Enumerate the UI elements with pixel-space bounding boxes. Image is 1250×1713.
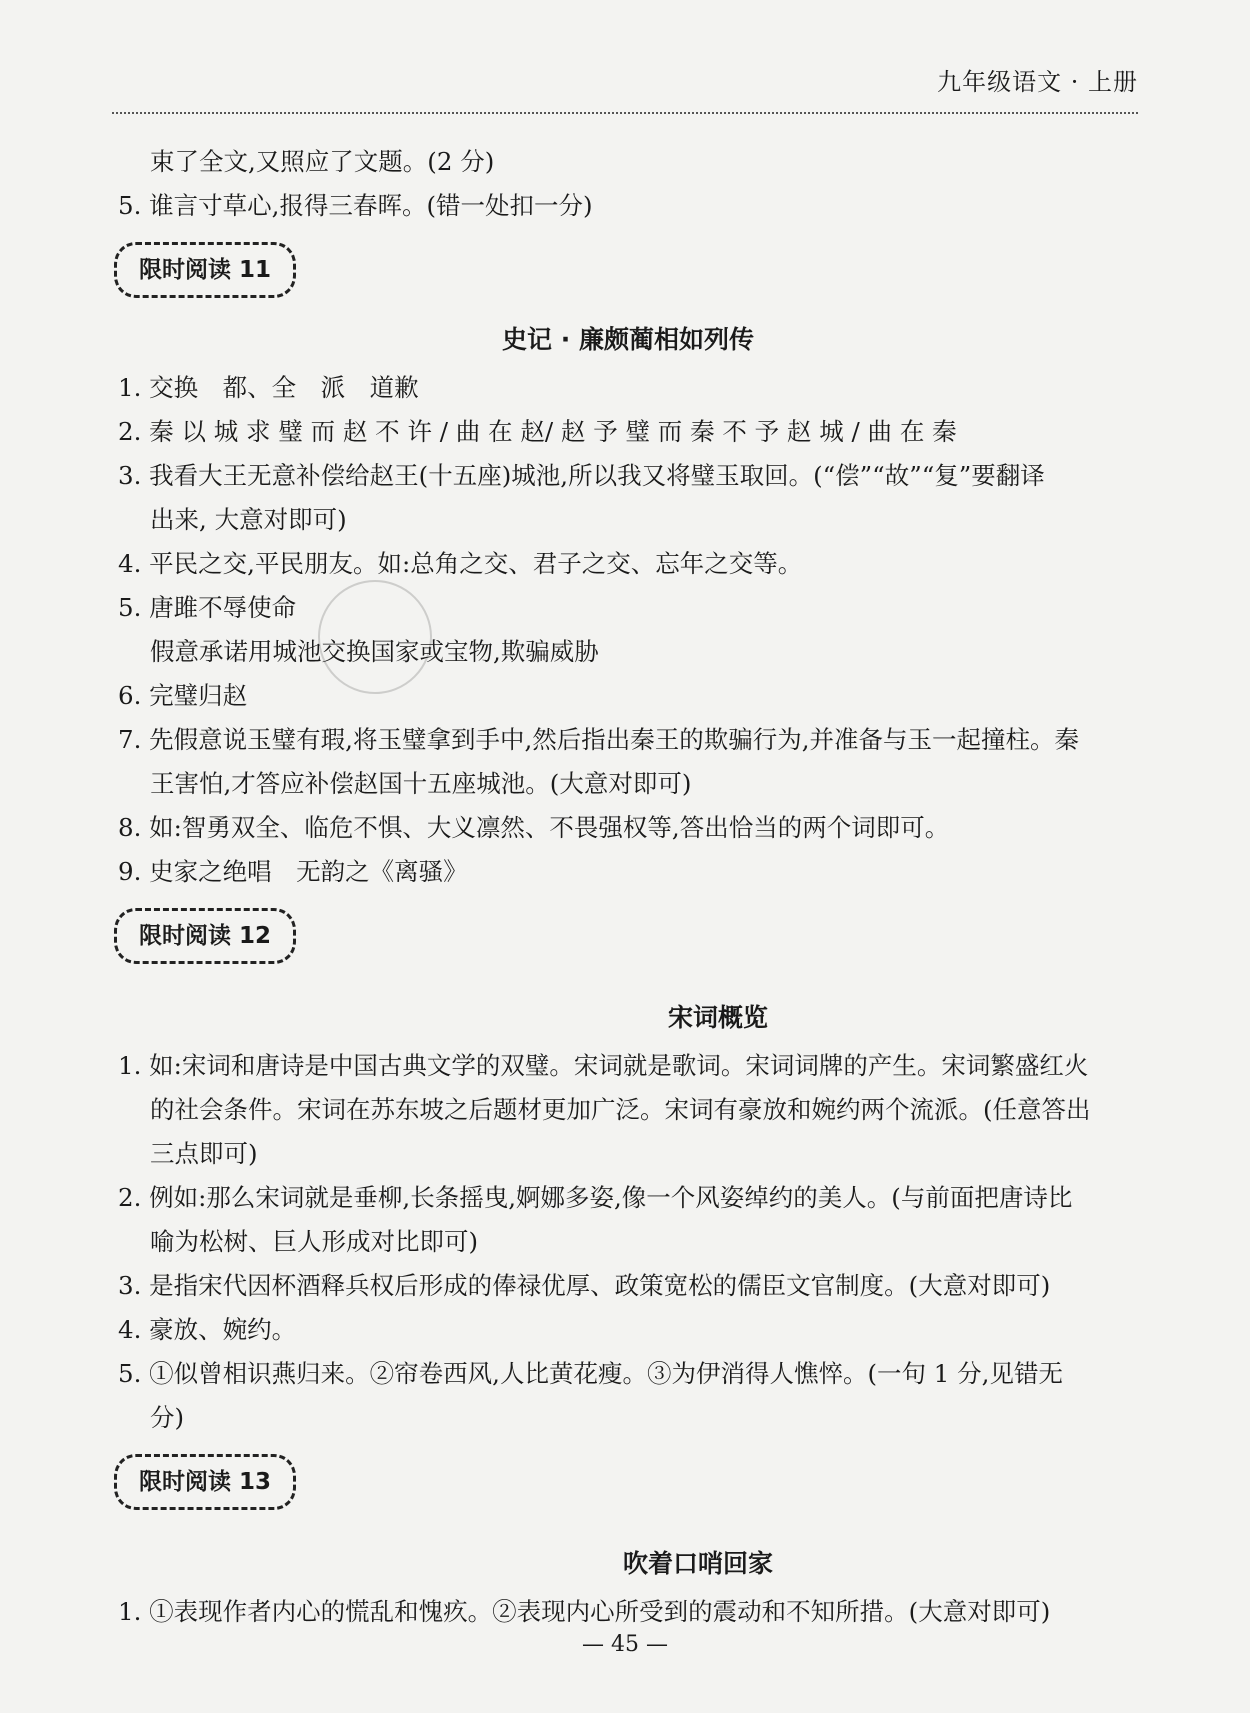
text-line: 4. 豪放、婉约。 xyxy=(118,1315,297,1344)
section-label: 限时阅读 12 xyxy=(114,908,296,964)
section-title: 史记 · 廉颇蔺相如列传 xyxy=(502,325,754,354)
text-line: 喻为松树、巨人形成对比即可) xyxy=(150,1227,479,1256)
section-title: 宋词概览 xyxy=(667,1003,768,1032)
text-line: 1. ①表现作者内心的慌乱和愧疚。②表现内心所受到的震动和不知所措。(大意对即可) xyxy=(118,1597,1051,1626)
running-header: 九年级语文 · 上册 xyxy=(937,68,1138,96)
text-line: 出来, 大意对即可) xyxy=(150,505,347,534)
text-line: 5. ①似曾相识燕归来。②帘卷西风,人比黄花瘦。③为伊消得人憔悴。(一句 1 分,见错无 xyxy=(118,1359,1063,1388)
text-line: 5. 唐雎不辱使命 xyxy=(118,593,297,622)
text-line: 王害怕,才答应补偿赵国十五座城池。(大意对即可) xyxy=(150,769,692,798)
text-line: 1. 交换 都、全 派 道歉 xyxy=(118,373,419,402)
text-line: 2. 例如:那么宋词就是垂柳,长条摇曳,婀娜多姿,像一个风姿绰约的美人。(与前面把唐诗比 xyxy=(118,1183,1073,1212)
text-line: 束了全文,又照应了文题。(2 分) xyxy=(150,147,495,176)
text-line: 分) xyxy=(150,1403,185,1432)
section-title: 吹着口哨回家 xyxy=(622,1549,773,1578)
text-line: 6. 完璧归赵 xyxy=(118,681,248,710)
page-number: — 45 — xyxy=(582,1632,668,1657)
text-line: 7. 先假意说玉璧有瑕,将玉璧拿到手中,然后指出秦王的欺骗行为,并准备与玉一起撞柱。秦 xyxy=(118,725,1080,754)
text-line: 2. 秦 以 城 求 璧 而 赵 不 许 / 曲 在 赵/ 赵 予 璧 而 秦 不 予 赵 城 / 曲 在 秦 xyxy=(118,417,957,446)
answer-content xyxy=(118,140,1138,1634)
section-label: 限时阅读 13 xyxy=(114,1454,296,1510)
text-line: 3. 是指宋代因杯酒释兵权后形成的俸禄优厚、政策宽松的儒臣文官制度。(大意对即可) xyxy=(118,1271,1051,1300)
text-line: 9. 史家之绝唱 无韵之《离骚》 xyxy=(118,857,468,886)
header-divider xyxy=(112,112,1138,114)
section-label: 限时阅读 11 xyxy=(114,242,296,298)
text-line: 5. 谁言寸草心,报得三春晖。(错一处扣一分) xyxy=(118,191,593,220)
text-line: 4. 平民之交,平民朋友。如:总角之交、君子之交、忘年之交等。 xyxy=(118,549,803,578)
text-line: 三点即可) xyxy=(150,1139,258,1168)
text-line: 的社会条件。宋词在苏东坡之后题材更加广泛。宋词有豪放和婉约两个流派。(任意答出 xyxy=(150,1095,1091,1124)
text-line: 8. 如:智勇双全、临危不惧、大义凛然、不畏强权等,答出恰当的两个词即可。 xyxy=(118,813,950,842)
text-line: 1. 如:宋词和唐诗是中国古典文学的双璧。宋词就是歌词。宋词词牌的产生。宋词繁盛红火 xyxy=(118,1051,1089,1080)
text-line: 假意承诺用城池交换国家或宝物,欺骗威胁 xyxy=(150,637,599,666)
text-line: 3. 我看大王无意补偿给赵王(十五座)城池,所以我又将璧玉取回。(“偿”“故”“复”要翻译 xyxy=(118,461,1045,490)
